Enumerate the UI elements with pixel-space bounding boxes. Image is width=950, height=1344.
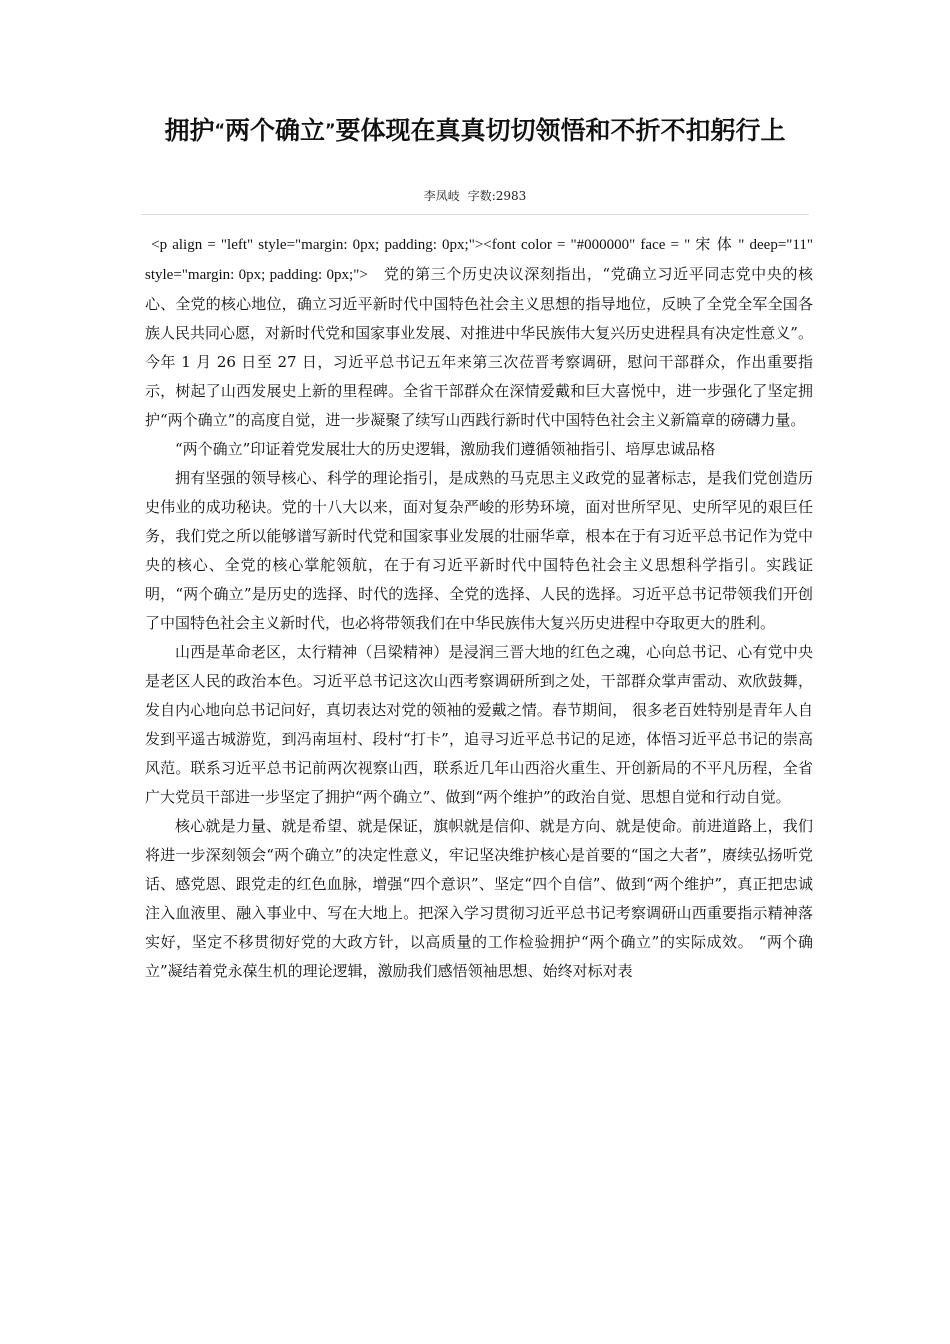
title-part-2: 两个确立	[224, 116, 325, 145]
article-meta	[130, 188, 820, 204]
paragraph-1	[145, 230, 813, 435]
paragraph-5: 核心就是力量、就是希望、就是保证，旗帜就是信仰、就是方向、就是使命。前进道路上，我们将进一步深刻领会“两个确立”的决定性意义，牢记坚决维护核心是首要的“国之大者”，赓续弘扬听党话、感党恩、跟党走的红色血脉，增强“四个意识”、坚定“四个自信”、做到“两个维护”，真正把忠诚注入血液里、融入事业中、写在大地上。把深入学习贯彻习近平总书记考察调研山西重要指示精神落实好，坚定不移贯彻好党的大政方针，以高质量的工作检验拥护“两个确立”的实际成效。 “两个确立”凝结着党永葆生机的理论逻辑，激励我们感悟领袖思想、始终对标对表	[145, 817, 813, 980]
article-title	[130, 113, 820, 147]
title-part-3: 要体现在真真切切领悟和不折不扣躬行上	[335, 116, 786, 145]
word-count: 字数:2983	[467, 189, 527, 203]
title-part-1: 拥护	[164, 116, 215, 145]
title-close-quote: ”	[325, 120, 336, 139]
section-heading: “两个确立”印证着党发展壮大的历史逻辑，激励我们遵循领袖指引、培厚忠诚品格	[175, 440, 716, 458]
paragraph-3: 拥有坚强的领导核心、科学的理论指引，是成熟的马克思主义政党的显著标志，是我们党创造历史伟业的成功秘诀。党的十八大以来，面对复杂严峻的形势环境，面对世所罕见、史所罕见的艰巨任务，我们党之所以能够谱写新时代党和国家事业发展的壮丽华章，根本在于有习近平总书记作为党中央的核心、全党的核心掌舵领航，在于有习近平新时代中国特色社会主义思想科学指引。实践证明，“两个确立”是历史的选择、时代的选择、全党的选择、人民的选择。习近平总书记带领我们开创了中国特色社会主义新时代，也必将带领我们在中华民族伟大复兴历史进程中夺取更大的胜利。	[145, 469, 813, 632]
title-divider	[141, 214, 809, 215]
paragraph-4: 山西是革命老区，太行精神（吕梁精神）是浸润三晋大地的红色之魂，心向总书记、心有党中央是老区人民的政治本色。习近平总书记这次山西考察调研所到之处，干部群众掌声雷动、欢欣鼓舞，发自内心地向总书记问好，真切表达对党的领袖的爱戴之情。春节期间， 很多老百姓特别是青年人自发到平遥古城游览，到冯南垣村、段村“打卡”，追寻习近平总书记的足迹，体悟习近平总书记的崇高风范。联系习近平总书记前两次视察山西，联系近几年山西浴火重生、开创新局的不平凡历程，全省广大党员干部进一步坚定了拥护“两个确立”、做到“两个维护”的政治自觉、思想自觉和行动自觉。	[145, 643, 813, 806]
article-body	[145, 230, 813, 986]
author-name: 李凤岐	[423, 189, 460, 203]
title-open-quote: “	[214, 120, 225, 139]
paragraph-1-text: 党的第三个历史决议深刻指出，“党确立习近平同志党中央的核心、全党的核心地位，确立习近平新时代中国特色社会主义思想的指导地位，反映了全党全军全国各族人民共同心愿，对新时代党和国家事业发展、对推进中华民族伟大复兴历史进程具有决定性意义”。今年 1 月 26 日至 27 日，习近平总书记五年来第三次莅晋考察调研，慰问干部群众，作出重要指示，树起了山西发展史上新的里程碑。全省干部群众在深情爱戴和巨大喜悦中，进一步强化了坚定拥护“两个确立”的高度自觉，进一步凝聚了续写山西践行新时代中国特色社会主义新篇章的磅礴力量。	[145, 265, 813, 429]
raw-html-fragment: <p align = "left" style="margin: 0px; padding: 0px;"><font color = "#000000" face = " 宋 体 " deep="11" style="margin: 0px; padding: 0px;">	[145, 237, 813, 283]
